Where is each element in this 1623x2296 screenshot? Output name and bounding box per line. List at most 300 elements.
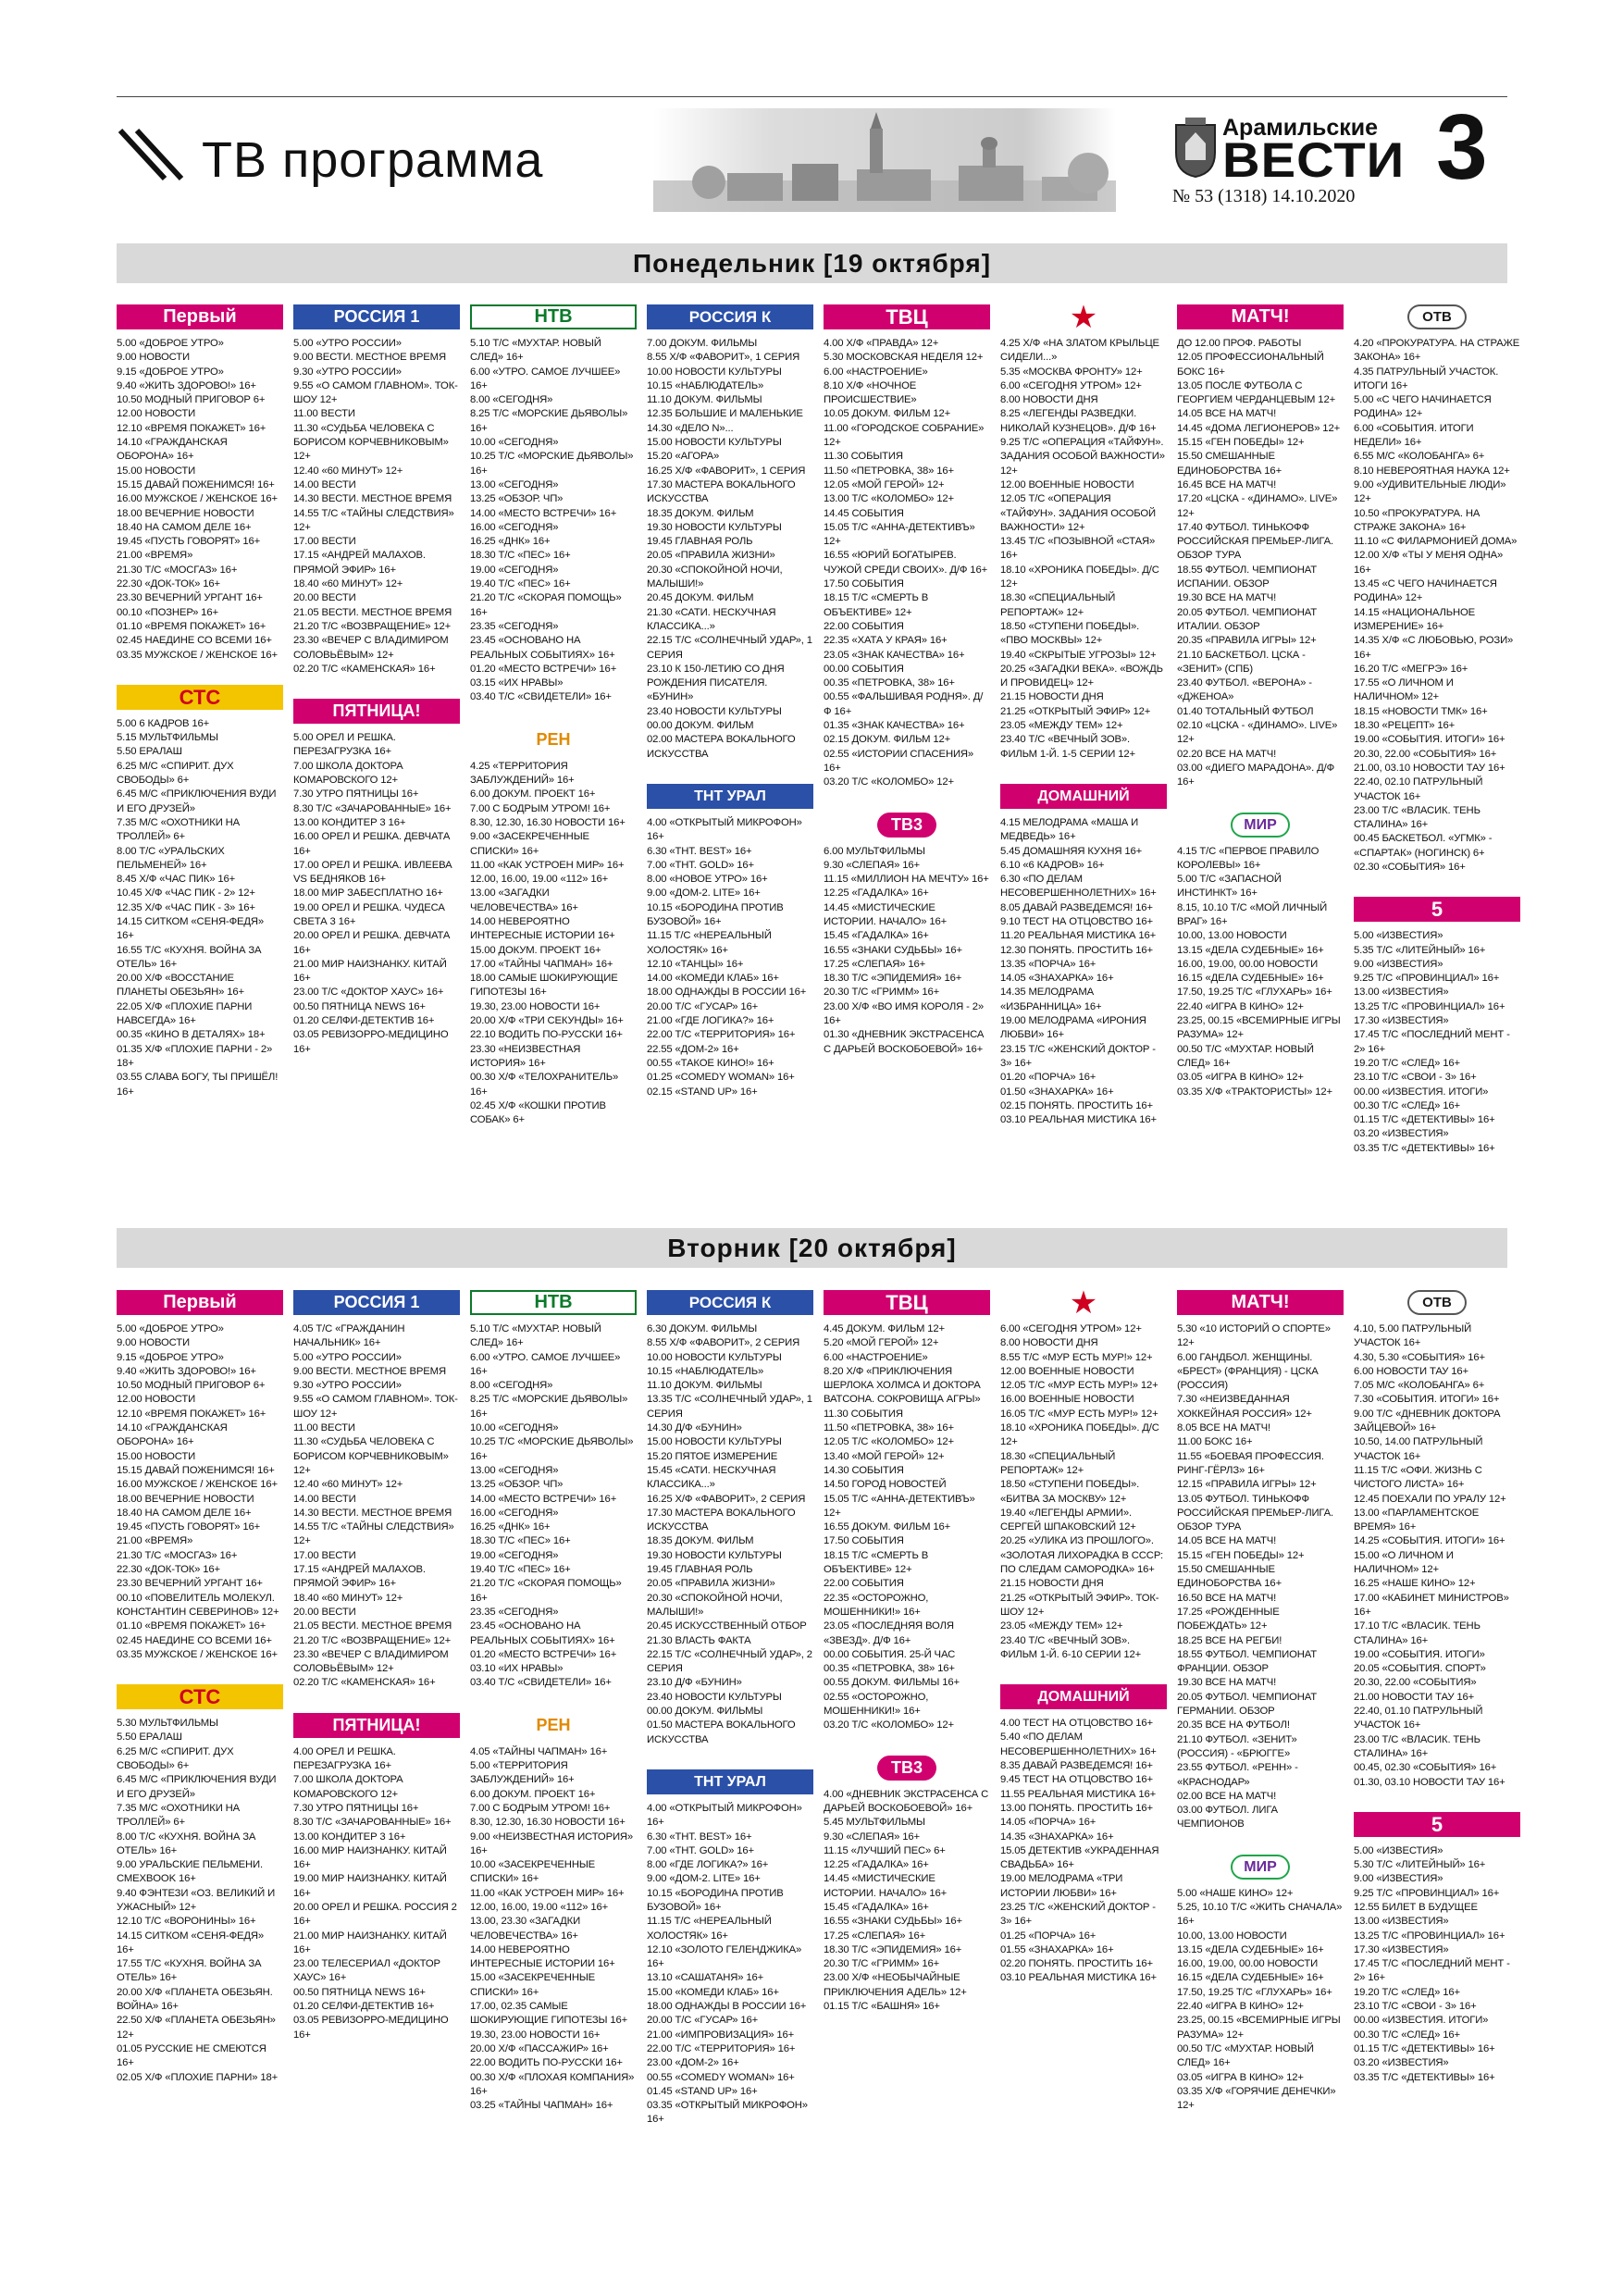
program-entry: 00.00 СОБЫТИЯ. 25-Й ЧАС (824, 1648, 956, 1660)
program-entry: 20.00 Х/Ф «ВОССТАНИЕ ПЛАНЕТЫ ОБЕЗЬЯН» 16+ (117, 973, 244, 999)
program-entry: 16.00 «СЕГОДНЯ» (470, 1507, 559, 1519)
program-entry: 21.00 МИР НАИЗНАНКУ. КИТАЙ 16+ (293, 958, 447, 985)
program-entry: 17.15 «АНДРЕЙ МАЛАХОВ. ПРЯМОЙ ЭФИР» 16+ (293, 550, 426, 576)
newspaper-name-top: Арамильские (1222, 115, 1379, 141)
program-entry: 13.00 «ИЗВЕСТИЯ» (1354, 1916, 1449, 1928)
program-entry: 14.00 «КОМЕДИ КЛАБ» 16+ (647, 973, 779, 985)
channel-column (117, 301, 283, 1210)
program-entry: 6.55 М/С «КОЛОБАНГА» 6+ (1354, 451, 1485, 463)
program-entry: 7.05 М/С «КОЛОБАНГА» 6+ (1354, 1380, 1485, 1392)
program-entry: 5.40 «ПО ДЕЛАМ НЕСОВЕРШЕННОЛЕТНИХ» 16+ (1000, 1731, 1157, 1757)
mir-logo (1177, 1851, 1344, 1884)
program-entry: 9.00 ВЕСТИ. МЕСТНОЕ ВРЕМЯ (293, 352, 446, 364)
logo-label: СТС (179, 1685, 221, 1709)
program-entry: 6.45 М/С «ПРИКЛЮЧЕНИЯ ВУДИ И ЕГО ДРУЗЕЙ» (117, 1774, 277, 1800)
program-entry: 8.30, 12.30, 16.30 НОВОСТИ 16+ (470, 1817, 626, 1829)
pyaty-logo (1354, 1808, 1520, 1842)
program-entry: 12.00 ВОЕННЫЕ НОВОСТИ (1000, 478, 1134, 490)
program-entry: 21.05 ВЕСТИ. МЕСТНОЕ ВРЕМЯ (293, 606, 452, 618)
program-entry: 6.30 «ПО ДЕЛАМ НЕСОВЕРШЕННОЛЕТНИХ» 16+ (1000, 874, 1157, 900)
program-entry: 8.00 «СЕГОДНЯ» (470, 394, 553, 406)
program-entry: 22.00 ВОДИТЬ ПО-РУССКИ 16+ (470, 2057, 623, 2069)
tnt-ural-logo (647, 1766, 813, 1799)
program-entry: 19.00 МИР НАИЗНАНКУ. КИТАЙ 16+ (293, 1873, 447, 1899)
logo-label: МИР (1244, 816, 1277, 833)
program-entry: 15.00 «О ЛИЧНОМ И НАЛИЧНОМ» 12+ (1354, 1549, 1454, 1576)
program-entry: 13.00 КОНДИТЕР 3 16+ (293, 816, 406, 828)
program-entry: 13.25 Т/С «ПРОВИНЦИАЛ» 16+ (1354, 1930, 1505, 1942)
program-entry: 4.15 Т/С «ПЕРВОЕ ПРАВИЛО КОРОЛЕВЫ» 16+ (1177, 845, 1319, 871)
tnt-ural-logo (647, 780, 813, 813)
program-entry: 21.05 ВЕСТИ. МЕСТНОЕ ВРЕМЯ (293, 1620, 452, 1632)
program-entry: 6.00 МУЛЬТФИЛЬМЫ (824, 845, 925, 857)
program-entry: 01.20 «МЕСТО ВСТРЕЧИ» 16+ (470, 663, 617, 675)
program-entry: 02.00 МАСТЕРА ВОКАЛЬНОГО ИСКУССТВА (647, 734, 796, 760)
program-entry: 23.40 НОВОСТИ КУЛЬТУРЫ (647, 1691, 782, 1703)
program-entry: 23.35 «СЕГОДНЯ» (470, 1606, 559, 1618)
program-entry: 9.00 «ДОМ-2. LITE» 16+ (647, 1873, 761, 1885)
program-entry: 8.00 НОВОСТИ ДНЯ (1000, 394, 1098, 406)
program-entry: 00.55 «ТАКОЕ КИНО!» 16+ (647, 1057, 774, 1069)
program-entry: 23.30 «НЕИЗВЕСТНАЯ ИСТОРИЯ» 16+ (470, 1043, 581, 1069)
program-entry: 13.05 ФУТБОЛ. ТИНЬКОФФ РОССИЙСКАЯ ПРЕМЬЕР-ЛИГА. ОБЗОР ТУРА (1177, 1493, 1334, 1533)
program-entry: 17.50 СОБЫТИЯ (824, 1535, 904, 1547)
program-entry: 22.55 «ДОМ-2» 16+ (647, 1043, 739, 1055)
program-entry: 14.00 «МЕСТО ВСТРЕЧИ» 16+ (470, 1493, 617, 1505)
program-entry: 02.15 ДОКУМ. ФИЛЬМ 12+ (824, 734, 951, 746)
program-entry: 02.10 «ЦСКА - «ДИНАМО». LIVE» 12+ (1177, 720, 1338, 746)
program-entry: 18.00 ВЕЧЕРНИЕ НОВОСТИ (117, 1493, 254, 1505)
program-entry: 19.30 ВСЕ НА МАТЧ! (1177, 592, 1277, 604)
logo-label: ПЯТНИЦА! (332, 1715, 421, 1734)
program-entry: 16.25 «НАШЕ КИНО» 12+ (1354, 1578, 1476, 1590)
program-entry: 14.45 СОБЫТИЯ (824, 507, 904, 519)
page-number: 3 (1436, 95, 1488, 199)
logo-label: 5 (1431, 1812, 1443, 1836)
program-entry: 23.40 Т/С «ВЕЧНЫЙ ЗОВ». ФИЛЬМ 1-Й. 6-10 СЕРИИ 12+ (1000, 1634, 1142, 1660)
program-entry: 14.00 ВЕСТИ (293, 1493, 356, 1505)
program-entry: 19.00 МЕЛОДРАМА «ИРОНИЯ ЛЮБВИ» 16+ (1000, 1015, 1146, 1041)
program-entry: 01.10 «ВРЕМЯ ПОКАЖЕТ» 16+ (117, 1620, 266, 1632)
program-entry: 01.20 «МЕСТО ВСТРЕЧИ» 16+ (470, 1648, 617, 1660)
program-entry: 12.25 «ГАДАЛКА» 16+ (824, 1859, 929, 1871)
program-entry: 4.20 «ПРОКУРАТУРА. НА СТРАЖЕ ЗАКОНА» 16+ (1354, 338, 1520, 364)
program-entry: 20.05 «СОБЫТИЯ. СПОРТ» (1354, 1663, 1486, 1675)
program-entry: 03.35 МУЖСКОЕ / ЖЕНСКОЕ 16+ (117, 649, 278, 661)
program-entry: 18.00 ОДНАЖДЫ В РОССИИ 16+ (647, 987, 807, 999)
program-entry: 15.05 Т/С «АННА-ДЕТЕКТИВЪ» 12+ (824, 521, 975, 548)
program-entry: 18.00 ОДНАЖДЫ В РОССИИ 16+ (647, 2001, 807, 2013)
first-logo (117, 301, 283, 334)
program-entry: 13.40 «МОЙ ГЕРОЙ» 12+ (824, 1450, 945, 1462)
program-entry: 00.55 «COMEDY WOMAN» 16+ (647, 2071, 795, 2083)
program-entry: 13.25 Т/С «ПРОВИНЦИАЛ» 16+ (1354, 1000, 1505, 1012)
program-entry: 23.00 ТЕЛЕСЕРИАЛ «ДОКТОР ХАУС» 16+ (293, 1958, 440, 1984)
program-entry: 12.00 Х/Ф «ТЫ У МЕНЯ ОДНА» 16+ (1354, 550, 1504, 576)
program-entry: 03.55 СЛАВА БОГУ, ТЫ ПРИШЁЛ! 16+ (117, 1072, 279, 1098)
program-entry: 20.30 «СПОКОЙНОЙ НОЧИ, МАЛЫШИ!» (647, 564, 783, 590)
program-entry: 10.00 «СЕГОДНЯ» (470, 1422, 559, 1434)
channel-column (824, 1286, 990, 2260)
channel-column (1177, 301, 1344, 1210)
program-entry: 10.00 НОВОСТИ КУЛЬТУРЫ (647, 366, 782, 378)
program-entry: 10.00, 13.00 НОВОСТИ (1177, 930, 1287, 942)
issue-line: № 53 (1318) 14.10.2020 (1172, 186, 1356, 206)
program-entry: 23.40 Т/С «ВЕЧНЫЙ ЗОВ». ФИЛЬМ 1-Й. 1-5 СЕРИИ 12+ (1000, 734, 1135, 760)
program-entry: 16.00 МУЖСКОЕ / ЖЕНСКОЕ 16+ (117, 493, 278, 505)
program-entry: 21.20 Т/С «СКОРАЯ ПОМОЩЬ» 16+ (470, 1578, 622, 1604)
program-entry: 02.15 «STAND UP» 16+ (647, 1086, 758, 1098)
program-entry: 5.50 ЕРАЛАШ (117, 746, 182, 758)
day-title: Вторник [20 октября] (667, 1234, 957, 1262)
program-entry: 11.15 Т/С «ОФИ. ЖИЗНЬ С ЧИСТОГО ЛИСТА» 16+ (1354, 1464, 1482, 1491)
channel-column (1000, 301, 1167, 1210)
program-entry: 21.25 «ОТКРЫТЫЙ ЭФИР» 12+ (1000, 705, 1151, 717)
program-entry: 14.30 ВЕСТИ. МЕСТНОЕ ВРЕМЯ (293, 1507, 452, 1519)
pyaty-logo (1354, 893, 1520, 926)
program-entry: 21.30 Т/С «МОСГАЗ» 16+ (117, 564, 238, 576)
program-entry: 17.30 МАСТЕРА ВОКАЛЬНОГО ИСКУССТВА (647, 1507, 796, 1533)
program-entry: 11.15 «МИЛЛИОН НА МЕЧТУ» 16+ (824, 874, 989, 886)
program-entry: 10.15 «БОРОДИНА ПРОТИВ БУЗОВОЙ» 16+ (647, 901, 784, 927)
program-entry: 23.30 «ВЕЧЕР С ВЛАДИМИРОМ СОЛОВЬЁВЫМ» 12+ (293, 1648, 449, 1675)
program-entry: 17.00 «ТАЙНЫ ЧАПМАН» 16+ (470, 958, 613, 970)
program-entry: 17.55 «О ЛИЧНОМ И НАЛИЧНОМ» 12+ (1354, 677, 1454, 703)
program-entry: 18.30 «СПЕЦИАЛЬНЫЙ РЕПОРТАЖ» 12+ (1000, 1450, 1116, 1476)
program-entry: 16.00, 19.00, 00.00 НОВОСТИ (1177, 958, 1319, 970)
program-entry: 03.35 МУЖСКОЕ / ЖЕНСКОЕ 16+ (117, 1648, 278, 1660)
program-entry: 22.00 Т/С «ТЕРРИТОРИЯ» 16+ (647, 2042, 796, 2054)
program-entry: 16.00 ВОЕННЫЕ НОВОСТИ (1000, 1394, 1134, 1406)
program-entry: 10.00 «ЗАСЕКРЕЧЕННЫЕ СПИСКИ» 16+ (470, 1859, 596, 1885)
logo-label: ТВ3 (890, 814, 923, 834)
program-entry: 8.45 Х/Ф «ЧАС ПИК» 16+ (117, 874, 236, 886)
domashniy-logo (1000, 780, 1167, 813)
program-entry: 16.25 «ДНК» 16+ (470, 1521, 551, 1533)
program-entry: 14.45 «ДОМА ЛЕГИОНЕРОВ» 12+ (1177, 422, 1341, 434)
program-entry: 00.50 ПЯТНИЦА NEWS 16+ (293, 1986, 426, 1998)
program-entry: 16.15 «ДЕЛА СУДЕБНЫЕ» 16+ (1177, 973, 1324, 985)
program-entry: 16.15 «ДЕЛА СУДЕБНЫЕ» 16+ (1177, 1972, 1324, 1984)
program-entry: 9.30 «СЛЕПАЯ» 16+ (824, 859, 920, 871)
kultura-logo (647, 1286, 813, 1320)
program-entry: 7.00 ШКОЛА ДОКТОРА КОМАРОВСКОГО 12+ (293, 760, 403, 787)
program-entry: 18.55 ФУТБОЛ. ЧЕМПИОНАТ ИСПАНИИ. ОБЗОР (1177, 564, 1317, 590)
program-entry: 18.50 «СТУПЕНИ ПОБЕДЫ». «ПВО МОСКВЫ» 12+ (1000, 620, 1140, 647)
program-entry: 21.30 ВЛАСТЬ ФАКТА (647, 1634, 751, 1646)
russia1-logo (293, 1286, 460, 1320)
program-entry: 14.25 «СОБЫТИЯ. ИТОГИ» 16+ (1354, 1535, 1505, 1547)
program-entry: 14.15 СИТКОМ «СЕНЯ-ФЕДЯ» 16+ (117, 915, 265, 942)
program-entry: 12.00 НОВОСТИ (117, 408, 196, 420)
program-entry: 7.00 ДОКУМ. ФИЛЬМЫ (647, 338, 758, 349)
program-entry: 22.05 Х/Ф «ПЛОХИЕ ПАРНИ НАВСЕГДА» 16+ (117, 1000, 253, 1027)
program-entry: 18.00 ВЕЧЕРНИЕ НОВОСТИ (117, 507, 254, 519)
program-entry: 23.25, 00.15 «ВСЕМИРНЫЕ ИГРЫ РАЗУМА» 12+ (1177, 1015, 1341, 1041)
program-entry: 20.25 «УЛИКА ИЗ ПРОШЛОГО». «ЗОЛОТАЯ ЛИХОРАДКА В СССР: ПО СЛЕДАМ САМОРОДКА» 16+ (1000, 1535, 1163, 1576)
program-entry: 4.25 Х/Ф «НА ЗЛАТОМ КРЫЛЬЦЕ СИДЕЛИ...» (1000, 338, 1159, 364)
channel-column (647, 1286, 813, 2260)
program-entry: 14.30 ВЕСТИ. МЕСТНОЕ ВРЕМЯ (293, 493, 452, 505)
program-entry: 16.25 «ДНК» 16+ (470, 536, 551, 548)
program-entry: 23.05 «МЕЖДУ ТЕМ» 12+ (1000, 720, 1123, 732)
program-entry: 16.00 МУЖСКОЕ / ЖЕНСКОЕ 16+ (117, 1479, 278, 1491)
program-entry: 12.10 «ВРЕМЯ ПОКАЖЕТ» 16+ (117, 422, 266, 434)
program-entry: 01.15 Т/С «БАШНЯ» 16+ (824, 2001, 940, 2013)
program-entry: 15.50 СМЕШАННЫЕ ЕДИНОБОРСТВА 16+ (1177, 1564, 1282, 1590)
program-entry: 15.05 Т/С «АННА-ДЕТЕКТИВЪ» 12+ (824, 1493, 975, 1519)
program-entry: 02.45 НАЕДИНЕ СО ВСЕМИ 16+ (117, 1634, 272, 1646)
program-entry: 11.15 Т/С «НЕРЕАЛЬНЫЙ ХОЛОСТЯК» 16+ (647, 930, 772, 956)
program-entry: 18.30 Т/С «ЭПИДЕМИЯ» 16+ (824, 973, 962, 985)
program-entry: 17.00 ОРЕЛ И РЕШКА. ИВЛЕЕВА VS БЕДНЯКОВ 16+ (293, 859, 452, 886)
zvezda-logo (1000, 1286, 1167, 1320)
program-entry: 12.05 ПРОФЕССИОНАЛЬНЫЙ БОКС 16+ (1177, 352, 1324, 378)
program-entry: 23.10 Д/Ф «БУНИН» (647, 1677, 742, 1689)
program-entry: 14.35 Х/Ф «С ЛЮБОВЬЮ, РОЗИ» 16+ (1354, 635, 1514, 661)
program-entry: 23.30 «ВЕЧЕР С ВЛАДИМИРОМ СОЛОВЬЁВЫМ» 12+ (293, 635, 449, 661)
program-entry: 14.05 ВСЕ НА МАТЧ! (1177, 1535, 1277, 1547)
program-entry: 18.50 «СТУПЕНИ ПОБЕДЫ». «БИТВА ЗА МОСКВУ» 12+ (1000, 1479, 1140, 1505)
program-entry: 21.20 Т/С «СКОРАЯ ПОМОЩЬ» 16+ (470, 592, 622, 618)
program-entry: 19.30, 23.00 НОВОСТИ 16+ (470, 1000, 601, 1012)
program-entry: 02.20 Т/С «КАМЕНСКАЯ» 16+ (293, 663, 436, 675)
program-entry: 12.35 Х/Ф «ЧАС ПИК - 3» 16+ (117, 901, 255, 913)
program-entry: 8.05 ДАВАЙ РАЗВЕДЕМСЯ! 16+ (1000, 901, 1153, 913)
program-entry: 16.00 «СЕГОДНЯ» (470, 521, 559, 533)
program-entry: 7.30 УТРО ПЯТНИЦЫ 16+ (293, 788, 419, 800)
program-entry: 11.00 БОКС 16+ (1177, 1436, 1253, 1448)
program-entry: 9.40 ФЭНТЕЗИ «ОЗ. ВЕЛИКИЙ И УЖАСНЫЙ» 12+ (117, 1887, 276, 1913)
program-entry: 00.55 «ФАЛЬШИВАЯ РОДНЯ». Д/Ф 16+ (824, 691, 984, 717)
program-entry: 8.15, 10.10 Т/С «МОЙ ЛИЧНЫЙ ВРАГ» 16+ (1177, 901, 1328, 927)
program-entry: 20.30, 22.00 «СОБЫТИЯ» 16+ (1354, 748, 1497, 760)
program-entry: 11.30 СОБЫТИЯ (824, 451, 903, 463)
program-entry: 15.20 «АГОРА» (647, 451, 720, 463)
program-entry: 21.00 «ВРЕМЯ» (117, 1535, 193, 1547)
program-entry: 6.00 ДОКУМ. ПРОЕКТ 16+ (470, 1788, 596, 1800)
program-entry: 12.10 «ЗОЛОТО ГЕЛЕНДЖИКА» 16+ (647, 1943, 802, 1970)
program-entry: 16.00 МИР НАИЗНАНКУ. КИТАЙ 16+ (293, 1844, 447, 1871)
tv3-logo (824, 1752, 990, 1785)
program-entry: 03.10 РЕАЛЬНАЯ МИСТИКА 16+ (1000, 1972, 1157, 1984)
program-entry: 12.05 Т/С «ОПЕРАЦИЯ «ТАЙФУН». ЗАДАНИЯ ОСОБОЙ ВАЖНОСТИ» 12+ (1000, 493, 1157, 533)
program-entry: 6.00 «НАСТРОЕНИЕ» (824, 366, 928, 378)
program-entry: 23.00 Т/С «ВЛАСИК. ТЕНЬ СТАЛИНА» 16+ (1354, 1733, 1481, 1759)
program-entry: 18.55 ФУТБОЛ. ЧЕМПИОНАТ ФРАНЦИИ. ОБЗОР (1177, 1648, 1317, 1675)
program-entry: 9.00 «ЗАСЕКРЕЧЕННЫЕ СПИСКИ» 16+ (470, 831, 589, 857)
program-entry: 00.50 Т/С «МУХТАР. НОВЫЙ СЛЕД» 16+ (1177, 1043, 1314, 1069)
logo-label: ТВ3 (890, 1757, 923, 1777)
program-entry: 8.35 ДАВАЙ РАЗВЕДЕМСЯ! 16+ (1000, 1760, 1153, 1772)
program-entry: 13.00 ПОНЯТЬ. ПРОСТИТЬ 16+ (1000, 1802, 1153, 1814)
logo-label: РОССИЯ 1 (333, 1293, 420, 1311)
program-entry: 21.00 «ИМПРОВИЗАЦИЯ» 16+ (647, 2029, 795, 2041)
program-entry: 22.15 Т/С «СОЛНЕЧНЫЙ УДАР», 2 СЕРИЯ (647, 1648, 812, 1675)
program-entry: 21.20 Т/С «ВОЗВРАЩЕНИЕ» 12+ (293, 620, 452, 632)
russia1-logo (293, 301, 460, 334)
program-entry: 8.10 Х/Ф «НОЧНОЕ ПРОИСШЕСТВИЕ» (824, 379, 917, 406)
program-entry: 21.00 «ВРЕМЯ» (117, 550, 193, 562)
program-entry: 03.20 Т/С «КОЛОМБО» 12+ (824, 776, 954, 788)
program-entry: 18.30 «РЕЦЕПТ» 16+ (1354, 720, 1456, 732)
program-entry: 16.55 «ЮРИЙ БОГАТЫРЕВ. ЧУЖОЙ СРЕДИ СВОИХ». Д/Ф 16+ (824, 550, 988, 576)
program-entry: 7.00 С БОДРЫМ УТРОМ! 16+ (470, 1802, 611, 1814)
program-entry: 14.00 «МЕСТО ВСТРЕЧИ» 16+ (470, 507, 617, 519)
program-entry: 15.00 НОВОСТИ КУЛЬТУРЫ (647, 1436, 782, 1448)
program-entry: 6.25 М/С «СПИРИТ. ДУХ СВОБОДЫ» 6+ (117, 760, 234, 787)
program-entry: 11.00 «ГОРОДСКОЕ СОБРАНИЕ» 12+ (824, 422, 985, 449)
program-entry: 9.00 Т/С «ДНЕВНИК ДОКТОРА ЗАЙЦЕВОЙ» 16+ (1354, 1408, 1501, 1434)
program-entry: 23.05 «МЕЖДУ ТЕМ» 12+ (1000, 1620, 1123, 1632)
logo-label: Первый (163, 306, 237, 327)
program-entry: 19.30 НОВОСТИ КУЛЬТУРЫ (647, 521, 782, 533)
program-entry: 7.30 «НЕИЗВЕДАННАЯ ХОККЕЙНАЯ РОССИЯ» 12+ (1177, 1394, 1312, 1420)
program-entry: 03.25 «ТАЙНЫ ЧАПМАН» 16+ (470, 2100, 613, 2112)
program-entry: 00.30 Т/С «СЛЕД» 16+ (1354, 1099, 1460, 1111)
program-entry: 6.00 «СЕГОДНЯ УТРОМ» 12+ (1000, 379, 1142, 391)
program-entry: 5.10 Т/С «МУХТАР. НОВЫЙ СЛЕД» 16+ (470, 1323, 601, 1349)
program-entry: 14.15 СИТКОМ «СЕНЯ-ФЕДЯ» 16+ (117, 1930, 265, 1955)
program-entry: 01.30, 03.10 НОВОСТИ ТАУ 16+ (1354, 1776, 1505, 1788)
program-entry: 18.30 Т/С «ПЕС» 16+ (470, 1535, 571, 1547)
star-icon: ★ (1069, 301, 1098, 335)
program-entry: 23.40 НОВОСТИ КУЛЬТУРЫ (647, 705, 782, 717)
program-entry: 03.05 «ИГРА В КИНО» 12+ (1177, 2071, 1304, 2083)
program-entry: 13.10 «САШАТАНЯ» 16+ (647, 1972, 764, 1984)
program-entry: 17.00 ВЕСТИ (293, 1549, 356, 1561)
program-entry: 5.00 «ИЗВЕСТИЯ» (1354, 1844, 1443, 1856)
program-entry: 16.00 ОРЕЛ И РЕШКА. ДЕВЧАТА 16+ (293, 831, 451, 857)
program-entry: 5.00 «ТЕРРИТОРИЯ ЗАБЛУЖДЕНИЙ» 16+ (470, 1760, 575, 1786)
program-entry: 12.35 БОЛЬШИЕ И МАЛЕНЬКИЕ (647, 408, 803, 420)
program-entry: 00.55 ДОКУМ. ФИЛЬМЫ 16+ (824, 1677, 960, 1689)
program-entry: 10.50 «ПРОКУРАТУРА. НА СТРАЖЕ ЗАКОНА» 16+ (1354, 507, 1481, 533)
program-entry: 10.25 Т/С «МОРСКИЕ ДЬЯВОЛЫ» 16+ (470, 1436, 634, 1462)
program-entry: 00.35 «ПЕТРОВКА, 38» 16+ (824, 1663, 955, 1675)
star-icon: ★ (1069, 1286, 1098, 1321)
program-entry: 12.00 НОВОСТИ (117, 1394, 196, 1406)
program-entry: 4.30, 5.30 «СОБЫТИЯ» 16+ (1354, 1351, 1485, 1363)
program-entry: 14.45 «МИСТИЧЕСКИЕ ИСТОРИИ. НАЧАЛО» 16+ (824, 1873, 948, 1899)
program-entry: 03.35 Т/С «ДЕТЕКТИВЫ» 16+ (1354, 1142, 1495, 1154)
program-entry: 17.30 «ИЗВЕСТИЯ» (1354, 1015, 1449, 1027)
program-entry: 03.05 «ИГРА В КИНО» 12+ (1177, 1072, 1304, 1084)
logo-label: ОТВ (1422, 309, 1452, 325)
program-entry: 01.25 «COMEDY WOMAN» 16+ (647, 1072, 795, 1084)
program-entry: 6.10 «6 КАДРОВ» 16+ (1000, 859, 1105, 871)
program-entry: 03.00 ФУТБОЛ. ЛИГА ЧЕМПИОНОВ (1177, 1805, 1278, 1831)
program-entry: 4.00 «ДНЕВНИК ЭКСТРАСЕНСА С ДАРЬЕЙ ВОСКОБОЕВОЙ» 16+ (824, 1788, 989, 1814)
program-entry: 22.35 «ХАТА У КРАЯ» 16+ (824, 635, 948, 647)
program-entry: 5.00 ОРЕЛ И РЕШКА. ПЕРЕЗАГРУЗКА 16+ (293, 732, 396, 758)
program-entry: 23.15 Т/С «ЖЕНСКИЙ ДОКТОР - 3» 16+ (1000, 1043, 1156, 1069)
program-entry: 9.00 НОВОСТИ (117, 352, 191, 364)
program-entry: 18.30 «СПЕЦИАЛЬНЫЙ РЕПОРТАЖ» 12+ (1000, 592, 1116, 618)
program-entry: 15.00 «ЗАСЕКРЕЧЕННЫЕ СПИСКИ» 16+ (470, 1972, 596, 1998)
program-entry: 6.00 ДОКУМ. ПРОЕКТ 16+ (470, 788, 596, 800)
program-entry: 22.10 ВОДИТЬ ПО-РУССКИ 16+ (470, 1029, 623, 1041)
program-entry: 18.30 Т/С «ПЕС» 16+ (470, 550, 571, 562)
program-entry: 18.35 ДОКУМ. ФИЛЬМ (647, 1535, 754, 1547)
program-entry: 4.45 ДОКУМ. ФИЛЬМ 12+ (824, 1323, 945, 1334)
program-entry: 15.15 «ГЕН ПОБЕДЫ» 12+ (1177, 1549, 1305, 1561)
program-entry: 17.50, 19.25 Т/С «ГЛУХАРЬ» 16+ (1177, 1986, 1332, 1998)
program-entry: 01.10 «ВРЕМЯ ПОКАЖЕТ» 16+ (117, 620, 266, 632)
program-entry: 5.15 МУЛЬТФИЛЬМЫ (117, 732, 218, 744)
program-entry: 00.45, 02.30 «СОБЫТИЯ» 16+ (1354, 1762, 1497, 1774)
program-entry: 6.00 «СЕГОДНЯ УТРОМ» 12+ (1000, 1323, 1142, 1334)
program-entry: 17.40 ФУТБОЛ. ТИНЬКОФФ РОССИЙСКАЯ ПРЕМЬЕР-ЛИГА. ОБЗОР ТУРА (1177, 521, 1334, 562)
program-entry: 18.40 «60 МИНУТ» 12+ (293, 578, 403, 590)
program-entry: 4.00 «ОТКРЫТЫЙ МИКРОФОН» 16+ (647, 816, 802, 843)
program-entry: 5.00 «УТРО РОССИИ» (293, 1351, 402, 1363)
program-entry: 19.30 НОВОСТИ КУЛЬТУРЫ (647, 1549, 782, 1561)
program-entry: 23.10 Т/С «СВОИ - 3» 16+ (1354, 1072, 1477, 1084)
program-entry: 11.00 ВЕСТИ (293, 408, 355, 420)
program-entry: 21.00, 03.10 НОВОСТИ ТАУ 16+ (1354, 762, 1505, 774)
program-entry: 14.00 НЕВЕРОЯТНО ИНТЕРЕСНЫЕ ИСТОРИИ 16+ (470, 1943, 615, 1970)
kultura-logo (647, 301, 813, 334)
program-entry: 21.00 МИР НАИЗНАНКУ. КИТАЙ 16+ (293, 1930, 447, 1955)
program-entry: 15.20 ПЯТОЕ ИЗМЕРЕНИЕ (647, 1450, 778, 1462)
program-entry: 20.00 ВЕСТИ (293, 592, 356, 604)
channel-column (647, 301, 813, 1210)
program-entry: 17.10 Т/С «ВЛАСИК. ТЕНЬ СТАЛИНА» 16+ (1354, 1620, 1481, 1646)
pyatnitsa-logo (293, 695, 460, 728)
program-entry: 13.25 «ОБЗОР. ЧП» (470, 493, 564, 505)
program-entry: 13.35 Т/С «СОЛНЕЧНЫЙ УДАР», 1 СЕРИЯ (647, 1394, 812, 1420)
program-entry: 8.00 НОВОСТИ ДНЯ (1000, 1337, 1098, 1349)
program-entry: 11.00 «КАК УСТРОЕН МИР» 16+ (470, 1887, 625, 1899)
program-entry: 02.30 «СОБЫТИЯ» 16+ (1354, 861, 1466, 873)
program-entry: 9.00 «ИЗВЕСТИЯ» (1354, 1873, 1443, 1885)
program-entry: 11.10 ДОКУМ. ФИЛЬМЫ (647, 394, 762, 406)
program-entry: 02.45 Х/Ф «КОШКИ ПРОТИВ СОБАК» 6+ (470, 1099, 606, 1126)
channel-column (470, 1286, 637, 2260)
program-entry: 13.00 «СЕГОДНЯ» (470, 1464, 559, 1476)
program-entry: 23.55 ФУТБОЛ. «РЕНН» - «КРАСНОДАР» (1177, 1762, 1298, 1788)
ren-logo (470, 1709, 637, 1743)
channel-column (824, 301, 990, 1210)
program-entry: 10.45 Х/Ф «ЧАС ПИК - 2» 12+ (117, 887, 255, 900)
program-entry: 21.25 «ОТКРЫТЫЙ ЭФИР». ТОК-ШОУ 12+ (1000, 1592, 1159, 1618)
program-entry: 11.30 СОБЫТИЯ (824, 1408, 903, 1420)
channel-column (1354, 301, 1520, 1210)
program-entry: 13.45 «С ЧЕГО НАЧИНАЕТСЯ РОДИНА» 12+ (1354, 578, 1497, 604)
program-entry: 12.05 Т/С «МУР ЕСТЬ МУР!» 12+ (1000, 1380, 1158, 1392)
program-entry: 10.15 «НАБЛЮДАТЕЛЬ» (647, 1365, 764, 1377)
program-entry: 6.30 «ТНТ. BEST» 16+ (647, 845, 752, 857)
program-entry: 7.00 ШКОЛА ДОКТОРА КОМАРОВСКОГО 12+ (293, 1774, 403, 1800)
program-entry: 22.35 «ОСТОРОЖНО, МОШЕННИКИ!» 16+ (824, 1592, 929, 1618)
program-entry: 9.00 «ДОМ-2. LITE» 16+ (647, 887, 761, 900)
program-entry: 11.55 РЕАЛЬНАЯ МИСТИКА 16+ (1000, 1788, 1157, 1800)
program-entry: 23.00 «ДОМ-2» 16+ (647, 2057, 739, 2069)
program-entry: 8.30 Т/С «ЗАЧАРОВАННЫЕ» 16+ (293, 1817, 452, 1829)
program-entry: 18.10 «ХРОНИКА ПОБЕДЫ». Д/С 12+ (1000, 1422, 1159, 1448)
program-entry: 10.50 МОДНЫЙ ПРИГОВОР 6+ (117, 1380, 266, 1392)
program-entry: 20.00 ВЕСТИ (293, 1606, 356, 1618)
program-entry: 7.00 С БОДРЫМ УТРОМ! 16+ (470, 802, 611, 814)
program-entry: 20.35 ВСЕ НА ФУТБОЛ! (1177, 1719, 1290, 1731)
program-entry: 17.25 «СЛЕПАЯ» 16+ (824, 1930, 926, 1942)
ren-logo (470, 724, 637, 757)
program-entry: 5.00 «НАШЕ КИНО» 12+ (1177, 1887, 1294, 1899)
program-entry: 14.35 «ЗНАХАРКА» 16+ (1000, 1831, 1114, 1843)
program-entry: 4.05 Т/С «ГРАЖДАНИН НАЧАЛЬНИК» 16+ (293, 1323, 405, 1349)
program-entry: 6.45 М/С «ПРИКЛЮЧЕНИЯ ВУДИ И ЕГО ДРУЗЕЙ» (117, 788, 277, 814)
